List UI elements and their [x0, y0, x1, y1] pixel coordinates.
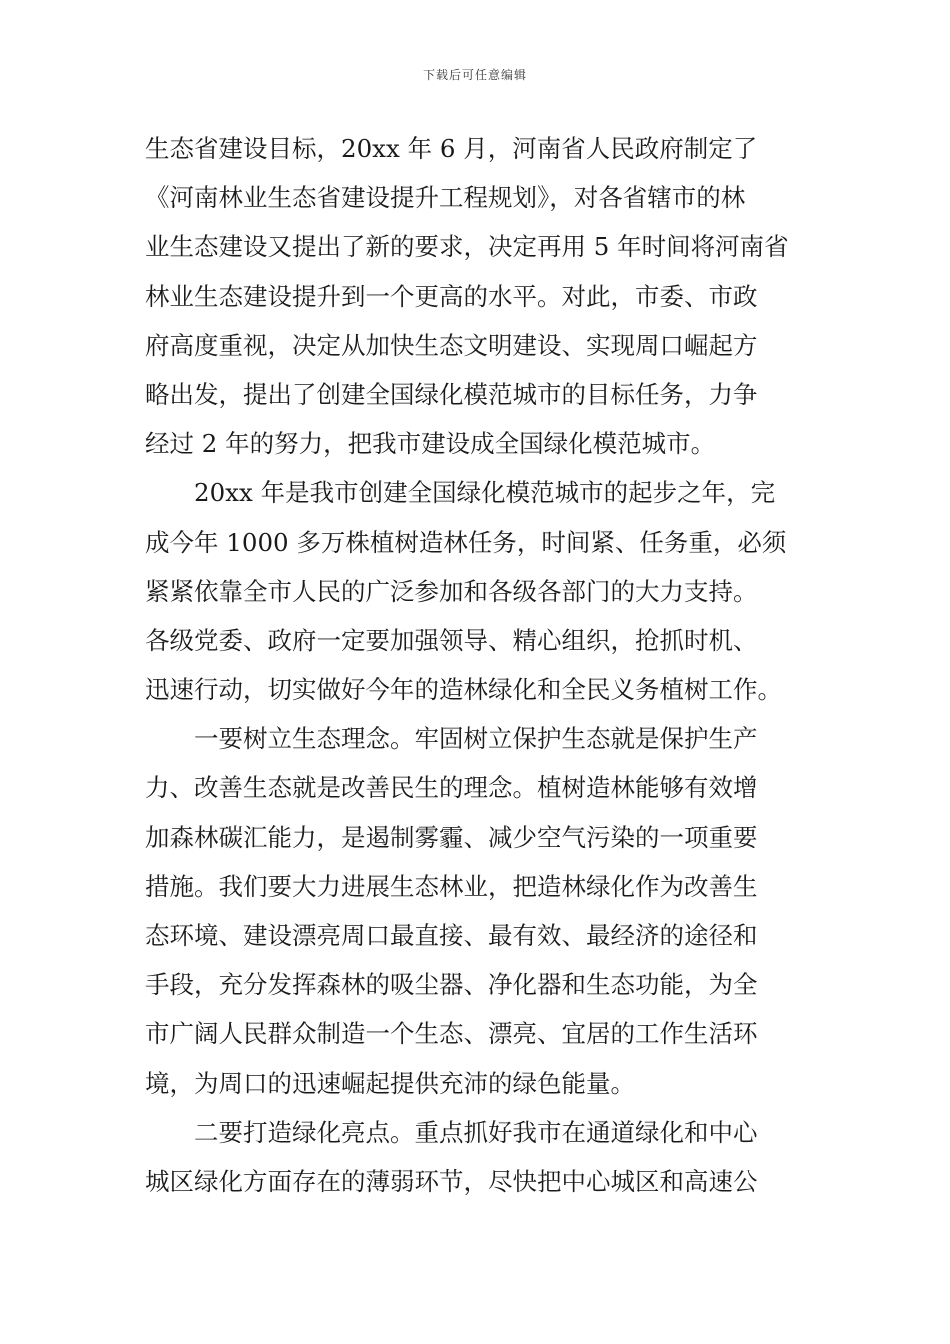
text-line: 各级党委、政府一定要加强领导、精心组织，抢抓时机、	[145, 625, 758, 655]
text-line: 措施。我们要大力进展生态林业，把造林绿化作为改善生	[145, 871, 758, 901]
text-line: 《河南林业生态省建设提升工程规划》，对各省辖市的林	[145, 183, 746, 213]
paragraph	[145, 124, 807, 468]
text-line: 力、改善生态就是改善民生的理念。植树造林能够有效增	[145, 773, 758, 803]
text-line: 加森林碳汇能力，是遏制雾霾、减少空气污染的一项重要	[145, 822, 758, 852]
page-header-note: 下载后可任意编辑	[422, 68, 527, 82]
text-line: 府高度重视，决定从加快生态文明建设、实现周口崛起方	[145, 330, 758, 360]
text-line: 略出发，提出了创建全国绿化模范城市的目标任务，力争	[145, 379, 758, 409]
text-line: 20xx 年是我市创建全国绿化模范城市的起步之年，完	[194, 478, 776, 508]
text-line: 态环境、建设漂亮周口最直接、最有效、最经济的途径和	[145, 921, 758, 950]
text-line: 经过 2 年的努力，把我市建设成全国绿化模范城市。	[145, 429, 716, 459]
paragraph	[145, 714, 807, 1108]
text-line: 一要树立生态理念。牢固树立保护生态就是保护生产	[194, 724, 758, 754]
text-line: 业生态建设又提出了新的要求，决定再用 5 年时间将河南省	[145, 232, 789, 262]
text-line: 林业生态建设提升到一个更高的水平。对此，市委、市政	[145, 281, 758, 311]
paragraph	[145, 1108, 807, 1206]
text-line: 市广阔人民群众制造一个生态、漂亮、宜居的工作生活环	[145, 1019, 758, 1049]
text-line: 二要打造绿化亮点。重点抓好我市在通道绿化和中心	[194, 1117, 758, 1147]
document-body	[145, 124, 807, 1206]
text-line: 紧紧依靠全市人民的广泛参加和各级各部门的大力支持。	[145, 576, 758, 606]
paragraph	[145, 468, 807, 714]
text-line: 城区绿化方面存在的薄弱环节，尽快把中心城区和高速公	[145, 1166, 758, 1196]
text-line: 生态省建设目标，20xx 年 6 月，河南省人民政府制定了	[145, 134, 758, 163]
text-line: 迅速行动，切实做好今年的造林绿化和全民义务植树工作。	[145, 675, 782, 705]
text-line: 手段，充分发挥森林的吸尘器、净化器和生态功能，为全	[145, 970, 758, 1000]
text-line: 成今年 1000 多万株植树造林任务，时间紧、任务重，必须	[145, 527, 787, 557]
text-line: 境，为周口的迅速崛起提供充沛的绿色能量。	[145, 1068, 635, 1098]
